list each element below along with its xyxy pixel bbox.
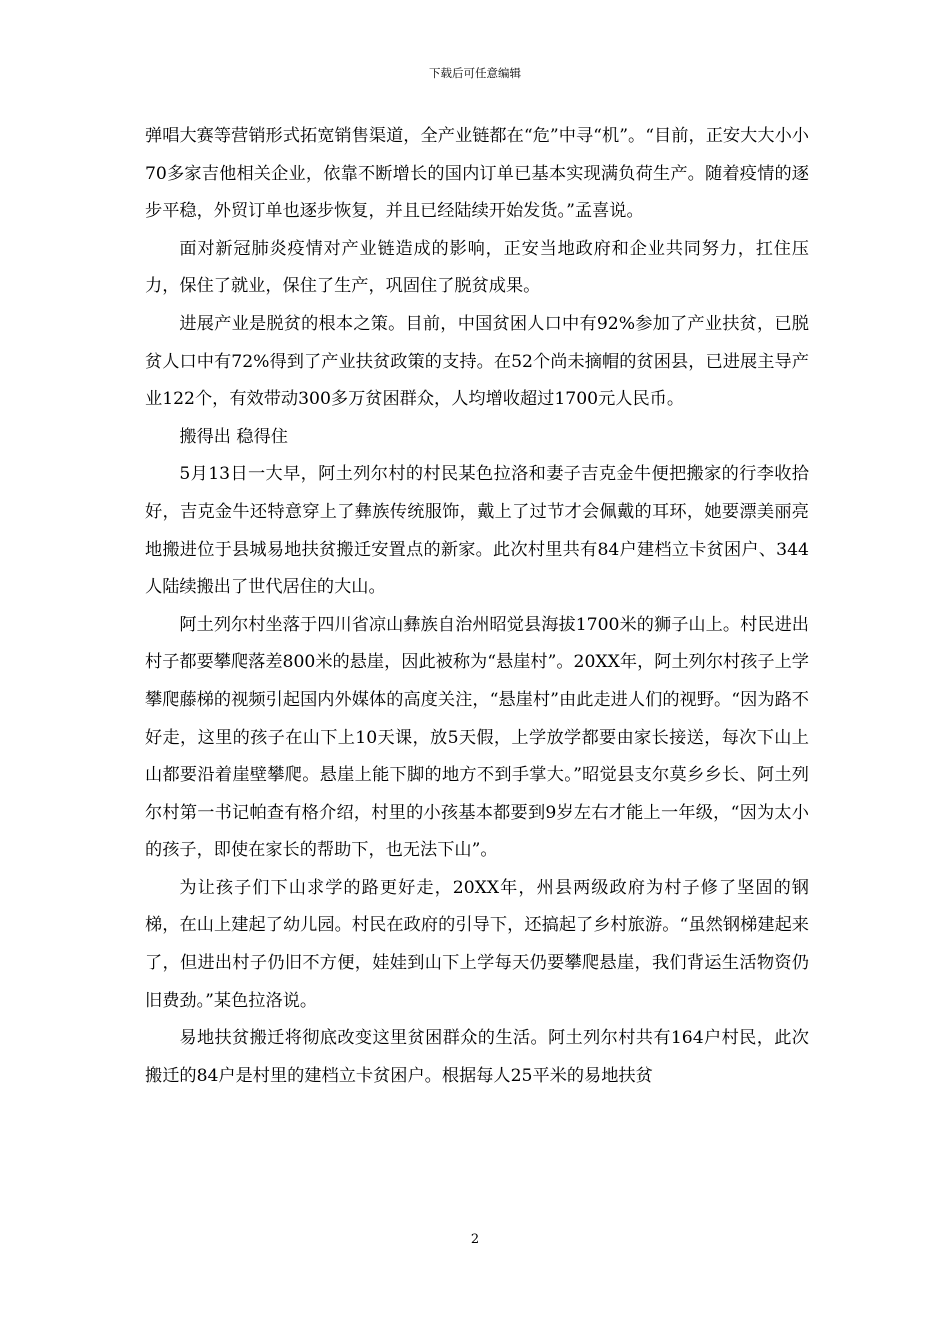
paragraph-continuation: 弹唱大赛等营销形式拓宽销售渠道，全产业链都在“危”中寻“机”。“目前，正安大大小小70多家吉他相关企业，依靠不断增长的国内订单已基本实现满负荷生产。随着疫情的逐步平稳，外贸订单也逐步恢复，并且已经陆续开始发货。”孟喜说。	[145, 126, 809, 222]
paragraph: 5月13日一大早，阿土列尔村的村民某色拉洛和妻子吉克金牛便把搬家的行李收拾好，吉克金牛还特意穿上了彝族传统服饰，戴上了过节才会佩戴的耳环，她要漂美丽亮地搬进位于县城易地扶贫搬迁安置点的新家。此次村里共有84户建档立卡贫困户、344人陆续搬出了世代居住的大山。	[145, 464, 809, 598]
paragraph: 阿土列尔村坐落于四川省凉山彝族自治州昭觉县海拔1700米的狮子山上。村民进出村子都要攀爬落差800米的悬崖，因此被称为“悬崖村”。20XX年，阿土列尔村孩子上学攀爬藤梯的视频引起国内外媒体的高度关注，“悬崖村”由此走进人们的视野。“因为路不好走，这里的孩子在山下上10天课，放5天假，上学放学都要由家长接送，每次下山上山都要沿着崖壁攀爬。悬崖上能下脚的地方不到手掌大。”昭觉县支尔莫乡乡长、阿土列尔村第一书记帕查有格介绍，村里的小孩基本都要到9岁左右才能上一年级，“因为太小的孩子，即使在家长的帮助下，也无法下山”。	[145, 614, 809, 861]
section-heading: 搬得出 稳得住	[179, 426, 288, 447]
paragraph: 易地扶贫搬迁将彻底改变这里贫困群众的生活。阿土列尔村共有164户村民，此次搬迁的84户是村里的建档立卡贫困户。根据每人25平米的易地扶贫	[145, 1028, 809, 1086]
page-header: 下载后可任意编辑	[429, 66, 521, 80]
document-body	[145, 118, 809, 1095]
paragraph: 进展产业是脱贫的根本之策。目前，中国贫困人口中有92%参加了产业扶贫，已脱贫人口中有72%得到了产业扶贫政策的支持。在52个尚未摘帽的贫困县，已进展主导产业122个，有效带动300多万贫困群众，人均增收超过1700元人民币。	[145, 313, 809, 410]
paragraph: 面对新冠肺炎疫情对产业链造成的影响，正安当地政府和企业共同努力，扛住压力，保住了就业，保住了生产，巩固住了脱贫成果。	[145, 238, 809, 297]
page-number: 2	[470, 1232, 480, 1247]
paragraph: 为让孩子们下山求学的路更好走，20XX年，州县两级政府为村子修了坚固的钢梯，在山上建起了幼儿园。村民在政府的引导下，还搞起了乡村旅游。“虽然钢梯建起来了，但进出村子仍旧不方便，娃娃到山下上学每天仍要攀爬悬崖，我们背运生活物资仍旧费劲。”某色拉洛说。	[145, 877, 809, 1011]
